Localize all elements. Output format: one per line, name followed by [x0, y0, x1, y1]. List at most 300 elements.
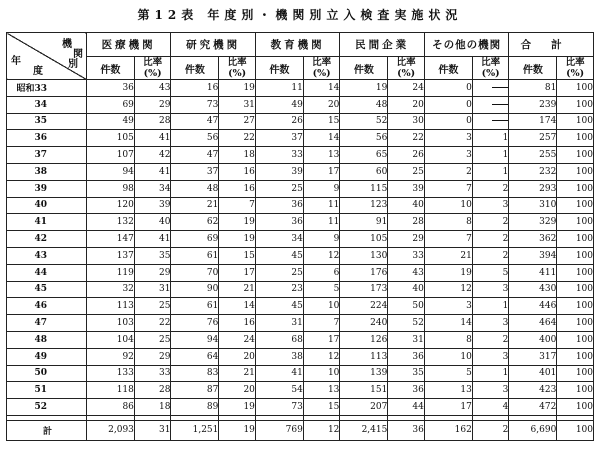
ratio-cell: 31: [388, 331, 425, 348]
ratio-label: 比率: [396, 57, 416, 68]
year-label: 50: [34, 368, 47, 379]
ratio-cell: 7: [303, 315, 340, 332]
year-cell: [7, 420, 87, 440]
dash-mark: [492, 104, 508, 105]
count-cell: 0: [424, 96, 472, 113]
ratio-cell: 20: [303, 96, 340, 113]
count-header: 件数: [340, 57, 388, 80]
ratio-cell: 15: [303, 113, 340, 130]
year-cell: [7, 80, 87, 97]
ratio-cell: 100: [557, 197, 594, 214]
count-header: 件数: [509, 57, 557, 80]
count-cell: 103: [86, 315, 134, 332]
ratio-header: [219, 57, 256, 80]
ratio-cell: 100: [557, 365, 594, 382]
corner-label-do: 度: [33, 66, 43, 77]
year-cell: [7, 298, 87, 315]
count-cell: 232: [509, 163, 557, 180]
count-cell: 162: [424, 420, 472, 440]
corner-label-ki: 機: [61, 39, 72, 50]
ratio-cell: 100: [557, 247, 594, 264]
count-cell: 1,251: [171, 420, 219, 440]
ratio-cell: 100: [557, 281, 594, 298]
ratio-cell: 16: [219, 315, 256, 332]
count-cell: 2,093: [86, 420, 134, 440]
ratio-cell: 10: [303, 298, 340, 315]
count-cell: 36: [86, 80, 134, 97]
count-cell: 91: [340, 214, 388, 231]
count-cell: 0: [424, 113, 472, 130]
ratio-cell: 36: [388, 420, 425, 440]
count-cell: 47: [171, 113, 219, 130]
corner-label-kan: 関: [72, 49, 83, 60]
count-header: 件数: [86, 57, 134, 80]
ratio-cell: 18: [134, 399, 171, 416]
year-cell: [7, 113, 87, 130]
count-cell: 17: [424, 399, 472, 416]
year-cell: [7, 264, 87, 281]
count-cell: 41: [255, 365, 303, 382]
year-cell: [7, 331, 87, 348]
ratio-header: [557, 57, 594, 80]
count-cell: 45: [255, 247, 303, 264]
ratio-label: 比率: [143, 57, 163, 68]
ratio-cell: 100: [557, 147, 594, 164]
count-cell: 239: [509, 96, 557, 113]
ratio-unit: (%): [566, 68, 585, 79]
count-cell: 3: [424, 147, 472, 164]
year-label: 37: [34, 150, 47, 161]
count-cell: 26: [255, 113, 303, 130]
ratio-cell: 19: [219, 420, 256, 440]
count-cell: 60: [340, 163, 388, 180]
ratio-cell: 100: [557, 214, 594, 231]
year-label: 46: [34, 301, 47, 312]
count-cell: 118: [86, 382, 134, 399]
count-cell: 81: [509, 80, 557, 97]
count-cell: 32: [86, 281, 134, 298]
ratio-cell: 100: [557, 113, 594, 130]
count-cell: 123: [340, 197, 388, 214]
dash-mark: [492, 87, 508, 88]
count-cell: 73: [255, 399, 303, 416]
table-row: [7, 113, 594, 130]
table-row: [7, 147, 594, 164]
year-label: 39: [34, 183, 47, 194]
count-cell: 8: [424, 331, 472, 348]
ratio-cell: 42: [134, 147, 171, 164]
ratio-cell: 11: [303, 214, 340, 231]
count-cell: 48: [171, 180, 219, 197]
table-row: [7, 298, 594, 315]
year-cell: [7, 163, 87, 180]
ratio-cell: 19: [219, 399, 256, 416]
count-cell: 98: [86, 180, 134, 197]
ratio-cell: 100: [557, 315, 594, 332]
year-cell: [7, 180, 87, 197]
ratio-cell: 2: [472, 247, 509, 264]
ratio-cell: 20: [219, 382, 256, 399]
corner-label-betsu: 別: [67, 59, 78, 70]
ratio-label: 比率: [227, 57, 247, 68]
ratio-cell: [472, 80, 509, 97]
count-cell: 329: [509, 214, 557, 231]
ratio-unit: (%): [143, 68, 162, 79]
count-cell: 64: [171, 348, 219, 365]
count-cell: 10: [424, 197, 472, 214]
count-cell: 21: [424, 247, 472, 264]
dash-mark: [492, 120, 508, 121]
year-label: 44: [34, 267, 47, 278]
count-cell: 68: [255, 331, 303, 348]
ratio-cell: 19: [219, 231, 256, 248]
ratio-cell: 34: [134, 180, 171, 197]
ratio-cell: 44: [388, 399, 425, 416]
year-label: 38: [34, 166, 47, 177]
ratio-cell: 100: [557, 130, 594, 147]
count-cell: 6,690: [509, 420, 557, 440]
year-cell: [7, 399, 87, 416]
ratio-cell: 100: [557, 298, 594, 315]
ratio-cell: 41: [134, 163, 171, 180]
ratio-cell: 100: [557, 180, 594, 197]
ratio-cell: 28: [134, 382, 171, 399]
ratio-cell: 6: [303, 264, 340, 281]
count-cell: 401: [509, 365, 557, 382]
ratio-cell: 3: [472, 197, 509, 214]
count-cell: 132: [86, 214, 134, 231]
ratio-cell: 12: [303, 348, 340, 365]
ratio-unit: (%): [228, 68, 247, 79]
count-cell: 94: [171, 331, 219, 348]
year-cell: [7, 365, 87, 382]
table-row: [7, 214, 594, 231]
header-research: 研究機関: [171, 33, 255, 57]
year-cell: [7, 214, 87, 231]
ratio-cell: 40: [388, 281, 425, 298]
ratio-cell: 1: [472, 130, 509, 147]
ratio-cell: 100: [557, 231, 594, 248]
year-label: 52: [34, 402, 47, 413]
year-cell: [7, 147, 87, 164]
count-cell: 10: [424, 348, 472, 365]
ratio-cell: 36: [388, 348, 425, 365]
ratio-cell: 13: [303, 147, 340, 164]
ratio-cell: 16: [219, 180, 256, 197]
count-cell: 7: [424, 180, 472, 197]
ratio-cell: 9: [303, 231, 340, 248]
count-cell: 69: [171, 231, 219, 248]
count-cell: 472: [509, 399, 557, 416]
ratio-label: 比率: [481, 57, 501, 68]
year-label: 48: [34, 334, 47, 345]
year-label: 36: [34, 133, 47, 144]
count-cell: 207: [340, 399, 388, 416]
year-label: 43: [34, 250, 47, 261]
count-cell: 174: [509, 113, 557, 130]
count-cell: 56: [340, 130, 388, 147]
ratio-cell: 22: [219, 130, 256, 147]
header-total: 合計: [509, 33, 594, 57]
ratio-cell: 33: [388, 247, 425, 264]
count-cell: 37: [171, 163, 219, 180]
ratio-cell: 2: [472, 331, 509, 348]
ratio-cell: 25: [388, 163, 425, 180]
ratio-cell: 17: [303, 163, 340, 180]
count-cell: 33: [255, 147, 303, 164]
ratio-cell: 21: [219, 365, 256, 382]
ratio-cell: 40: [134, 214, 171, 231]
count-cell: 48: [340, 96, 388, 113]
header-private: 民間企業: [340, 33, 424, 57]
ratio-cell: 17: [219, 264, 256, 281]
ratio-cell: 4: [472, 399, 509, 416]
ratio-cell: 100: [557, 348, 594, 365]
ratio-cell: 41: [134, 231, 171, 248]
ratio-unit: (%): [397, 68, 416, 79]
count-cell: 115: [340, 180, 388, 197]
year-label: 45: [34, 284, 47, 295]
count-cell: 89: [171, 399, 219, 416]
count-cell: 19: [424, 264, 472, 281]
corner-header: [7, 33, 87, 80]
count-cell: 12: [424, 281, 472, 298]
ratio-cell: 2: [472, 180, 509, 197]
count-cell: 36: [255, 197, 303, 214]
count-cell: 34: [255, 231, 303, 248]
count-header: 件数: [171, 57, 219, 80]
count-cell: 113: [86, 298, 134, 315]
year-cell: [7, 281, 87, 298]
count-cell: 14: [424, 315, 472, 332]
ratio-cell: 100: [557, 96, 594, 113]
table-row: [7, 365, 594, 382]
table-row: [7, 163, 594, 180]
count-cell: 107: [86, 147, 134, 164]
count-cell: 37: [255, 130, 303, 147]
count-cell: 90: [171, 281, 219, 298]
ratio-header: [303, 57, 340, 80]
count-cell: 49: [255, 96, 303, 113]
count-cell: 293: [509, 180, 557, 197]
count-cell: 317: [509, 348, 557, 365]
ratio-cell: 50: [388, 298, 425, 315]
header-other: その他の機関: [424, 33, 508, 57]
ratio-cell: 41: [134, 130, 171, 147]
count-cell: 464: [509, 315, 557, 332]
year-cell: [7, 197, 87, 214]
table-row: [7, 130, 594, 147]
ratio-cell: 7: [219, 197, 256, 214]
ratio-cell: 17: [303, 331, 340, 348]
count-cell: 176: [340, 264, 388, 281]
count-cell: 21: [171, 197, 219, 214]
ratio-cell: 18: [219, 147, 256, 164]
count-cell: 2,415: [340, 420, 388, 440]
ratio-cell: 24: [388, 80, 425, 97]
count-cell: 362: [509, 231, 557, 248]
ratio-cell: 2: [472, 420, 509, 440]
ratio-cell: 1: [472, 298, 509, 315]
count-cell: 2: [424, 163, 472, 180]
count-cell: 126: [340, 331, 388, 348]
count-cell: 94: [86, 163, 134, 180]
count-cell: 62: [171, 214, 219, 231]
year-label: 34: [34, 99, 47, 110]
count-cell: 130: [340, 247, 388, 264]
ratio-cell: 13: [303, 382, 340, 399]
ratio-cell: 15: [219, 247, 256, 264]
ratio-cell: 29: [134, 348, 171, 365]
ratio-cell: 9: [303, 180, 340, 197]
ratio-unit: (%): [312, 68, 331, 79]
ratio-cell: 100: [557, 382, 594, 399]
count-cell: 69: [86, 96, 134, 113]
count-cell: 104: [86, 331, 134, 348]
ratio-cell: 100: [557, 80, 594, 97]
table-row: [7, 331, 594, 348]
ratio-cell: 43: [388, 264, 425, 281]
ratio-cell: 3: [472, 382, 509, 399]
count-cell: 38: [255, 348, 303, 365]
count-cell: 19: [340, 80, 388, 97]
table-row: [7, 197, 594, 214]
count-cell: 31: [255, 315, 303, 332]
ratio-cell: 43: [134, 80, 171, 97]
ratio-cell: 25: [134, 331, 171, 348]
total-row: [7, 420, 594, 440]
ratio-cell: 39: [134, 197, 171, 214]
ratio-cell: 39: [388, 180, 425, 197]
count-cell: 65: [340, 147, 388, 164]
year-label: 35: [34, 116, 47, 127]
ratio-cell: 100: [557, 163, 594, 180]
ratio-cell: 19: [219, 214, 256, 231]
ratio-cell: 14: [219, 298, 256, 315]
count-cell: 61: [171, 298, 219, 315]
year-label: 47: [34, 318, 47, 329]
count-cell: 240: [340, 315, 388, 332]
count-cell: 423: [509, 382, 557, 399]
table-row: [7, 96, 594, 113]
count-cell: 70: [171, 264, 219, 281]
count-cell: 105: [340, 231, 388, 248]
ratio-cell: 12: [303, 420, 340, 440]
ratio-cell: 100: [557, 420, 594, 440]
year-label: 40: [34, 200, 47, 211]
ratio-header: [388, 57, 425, 80]
count-cell: 3: [424, 130, 472, 147]
ratio-cell: 10: [303, 365, 340, 382]
year-cell: [7, 348, 87, 365]
ratio-cell: 1: [472, 365, 509, 382]
count-cell: 120: [86, 197, 134, 214]
count-cell: 3: [424, 298, 472, 315]
count-cell: 13: [424, 382, 472, 399]
count-cell: 5: [424, 365, 472, 382]
ratio-cell: [472, 113, 509, 130]
ratio-cell: 15: [303, 399, 340, 416]
ratio-cell: 20: [219, 348, 256, 365]
ratio-cell: 2: [472, 214, 509, 231]
header-education: 教育機関: [255, 33, 339, 57]
count-cell: 73: [171, 96, 219, 113]
table-row: [7, 382, 594, 399]
ratio-label: 比率: [565, 57, 585, 68]
count-cell: 61: [171, 247, 219, 264]
ratio-cell: 1: [472, 163, 509, 180]
ratio-cell: 33: [134, 365, 171, 382]
ratio-cell: 22: [134, 315, 171, 332]
ratio-cell: 25: [134, 298, 171, 315]
ratio-cell: 12: [303, 247, 340, 264]
count-cell: 92: [86, 348, 134, 365]
count-cell: 54: [255, 382, 303, 399]
count-cell: 8: [424, 214, 472, 231]
ratio-cell: 11: [303, 197, 340, 214]
ratio-cell: 29: [134, 264, 171, 281]
table-row: [7, 315, 594, 332]
corner-label-nen: 年: [11, 56, 21, 67]
count-cell: 400: [509, 331, 557, 348]
count-cell: 147: [86, 231, 134, 248]
count-cell: 446: [509, 298, 557, 315]
inspection-table: [6, 32, 594, 441]
ratio-cell: 100: [557, 399, 594, 416]
count-header: 件数: [255, 57, 303, 80]
count-cell: 39: [255, 163, 303, 180]
table-row: [7, 231, 594, 248]
ratio-cell: [472, 96, 509, 113]
ratio-cell: 30: [388, 113, 425, 130]
ratio-cell: 31: [134, 420, 171, 440]
count-cell: 7: [424, 231, 472, 248]
count-cell: 49: [86, 113, 134, 130]
count-cell: 411: [509, 264, 557, 281]
count-cell: 173: [340, 281, 388, 298]
table-row: [7, 247, 594, 264]
ratio-cell: 100: [557, 331, 594, 348]
table-row: [7, 80, 594, 97]
ratio-cell: 26: [388, 147, 425, 164]
count-cell: 36: [255, 214, 303, 231]
count-cell: 119: [86, 264, 134, 281]
ratio-cell: 14: [303, 130, 340, 147]
ratio-cell: 35: [134, 247, 171, 264]
ratio-label: 比率: [312, 57, 332, 68]
ratio-header: [134, 57, 171, 80]
count-cell: 47: [171, 147, 219, 164]
ratio-cell: 36: [388, 382, 425, 399]
ratio-cell: 28: [388, 214, 425, 231]
year-cell: [7, 315, 87, 332]
header-medical: 医療機関: [86, 33, 170, 57]
year-cell: [7, 96, 87, 113]
ratio-cell: 1: [472, 147, 509, 164]
count-cell: 769: [255, 420, 303, 440]
count-cell: 86: [86, 399, 134, 416]
year-label: 51: [34, 385, 47, 396]
ratio-cell: 40: [388, 197, 425, 214]
ratio-cell: 31: [134, 281, 171, 298]
count-cell: 224: [340, 298, 388, 315]
ratio-cell: 35: [388, 365, 425, 382]
year-label: 49: [34, 351, 47, 362]
count-cell: 0: [424, 80, 472, 97]
year-cell: [7, 382, 87, 399]
ratio-cell: 27: [219, 113, 256, 130]
count-cell: 76: [171, 315, 219, 332]
